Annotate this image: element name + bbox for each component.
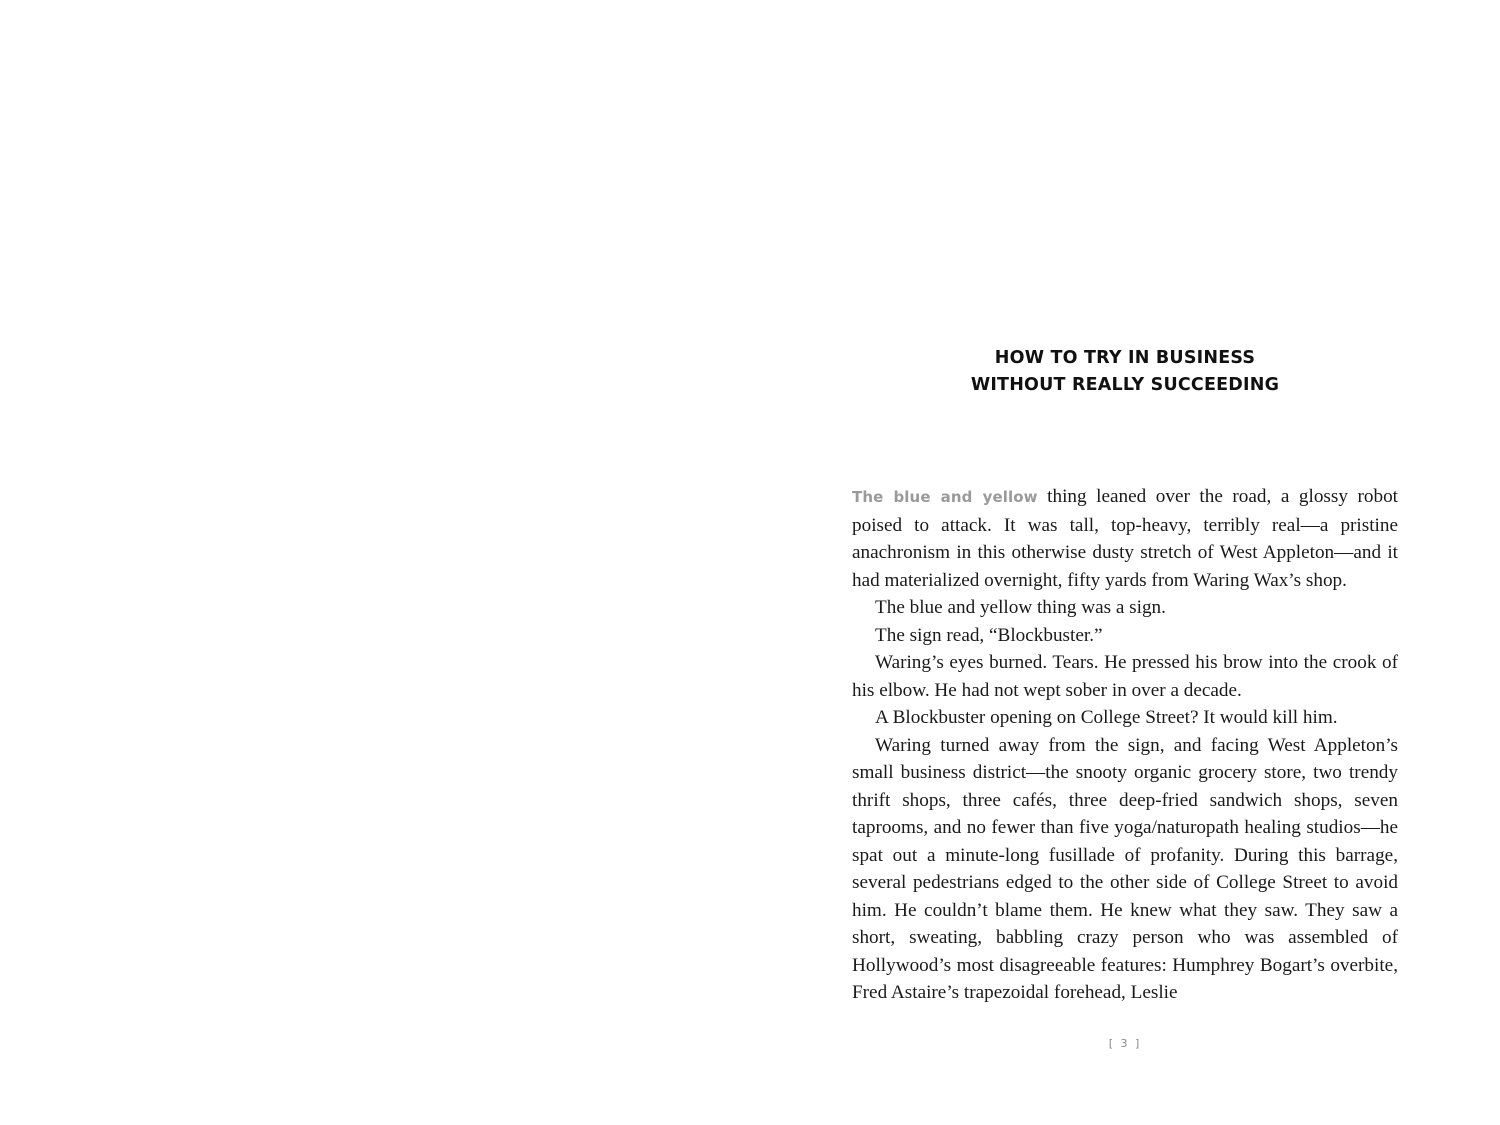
paragraph-2: The blue and yellow thing was a sign. — [875, 597, 1166, 618]
chapter-title-line-1: HOW TO TRY IN BUSINESS — [994, 348, 1256, 368]
paragraph-5: A Blockbuster opening on College Street? It would kill him. — [875, 707, 1338, 728]
lead-in: The blue and yellow — [852, 488, 1038, 506]
paragraph-3: The sign read, “Blockbuster.” — [875, 624, 1103, 646]
chapter-title — [852, 345, 1398, 399]
paragraph-1 — [852, 483, 1398, 594]
paragraph-1-text: thing leaned over the road, a glossy robot poised to attack. It was tall, top-heavy, terribly real—a pristine anachronism in this otherwise dusty stretch of West Appleton—and it had materialized overnight, fifty yards from Waring Wax’s shop. — [852, 486, 1399, 591]
right-page — [750, 0, 1500, 1125]
paragraph-6: Waring turned away from the sign, and facing West Appleton’s small business district—the snooty organic grocery store, two trendy thrift shops, three cafés, three deep-fried sandwich shops, seven taprooms, and no fewer than five yoga/naturopath healing studios—he spat out a minute-long fusillade of profanity. During this barrage, several pedestrians edged to the other side of College Street to avoid him. He couldn’t blame them. He knew what they saw. They saw a short, sweating, babbling crazy person who was assembled of Hollywood’s most disagreeable features: Humphrey Bogart’s overbite, Fred Astaire’s trapezoidal forehead, Leslie — [852, 734, 1398, 1003]
page-number: [ 3 ] — [1108, 1037, 1142, 1050]
body-text — [852, 483, 1398, 1007]
chapter-title-line-2: WITHOUT REALLY SUCCEEDING — [970, 375, 1280, 395]
paragraph-4: Waring’s eyes burned. Tears. He pressed his brow into the crook of his elbow. He had not wept sober in over a decade. — [852, 652, 1398, 701]
